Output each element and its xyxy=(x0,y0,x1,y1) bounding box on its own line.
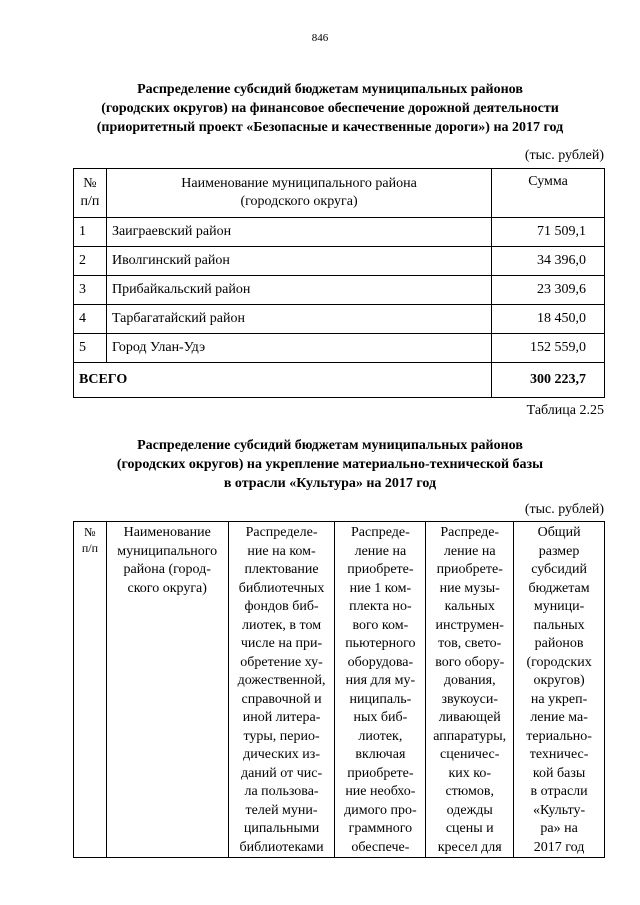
table1-units: (тыс. рублей) xyxy=(524,148,604,163)
header-line: ние 1 ком- xyxy=(349,580,412,596)
header-line: ра» на xyxy=(540,821,578,836)
header-line: Общий xyxy=(537,525,581,540)
header-line: обретение ху- xyxy=(240,654,323,670)
table-row xyxy=(74,305,605,334)
header-line: туры, перио- xyxy=(243,728,320,744)
header-line: приобрете- xyxy=(347,765,414,781)
header-line: включая xyxy=(355,747,406,762)
row-name: Заиграевский район xyxy=(106,218,491,247)
header-line: сценичес- xyxy=(440,747,500,762)
header-number: № п/п xyxy=(74,169,107,218)
row-number: 1 xyxy=(74,218,107,247)
table2-title-line: в отрасли «Культура» на 2017 год xyxy=(223,476,437,491)
header-line: ление на xyxy=(354,543,407,559)
row-amount: 34 396,0 xyxy=(492,247,605,276)
page-number: 846 xyxy=(311,32,329,44)
header-line: округов) xyxy=(533,673,585,688)
header-line: муници- xyxy=(533,599,585,614)
table2-title-line: Распределение субсидий бюджетам муниципальных районов xyxy=(137,438,523,453)
table2-label: Таблица 2.25 xyxy=(526,403,604,418)
row-name: Тарбагатайский район xyxy=(106,305,491,334)
header-line: ского округа) xyxy=(127,580,207,596)
header-line: оборудова- xyxy=(347,654,414,670)
header-line: кальных xyxy=(444,599,495,614)
table1-title-line: (городских округов) на финансовое обеспечение дорожной деятельности xyxy=(101,101,559,116)
header-line: ния для му- xyxy=(345,673,416,688)
table1-title-line: (приоритетный проект «Безопасные и качественные дороги») на 2017 год xyxy=(96,120,564,135)
table1-title xyxy=(60,80,600,137)
header-line: иной литера- xyxy=(242,710,321,725)
header-line: граммного xyxy=(348,821,413,836)
total-amount: 300 223,7 xyxy=(492,363,605,398)
header-line: приобрете- xyxy=(347,562,414,577)
table1-header-row xyxy=(74,169,605,218)
header-line: ление ма- xyxy=(530,710,588,725)
header-name: Наименование муниципального района (городского округа) xyxy=(106,169,491,218)
table-row xyxy=(74,276,605,305)
table1-total-row xyxy=(74,363,605,398)
header-line: бюджетам xyxy=(528,580,590,596)
row-name: Прибайкальский район xyxy=(106,276,491,305)
header-line: в отрасли xyxy=(530,784,588,799)
header-line: ние необхо- xyxy=(345,784,416,799)
row-number: 4 xyxy=(74,305,107,334)
table-row xyxy=(74,218,605,247)
header-musical-instruments xyxy=(426,522,514,858)
header-line: справочной и xyxy=(241,691,322,707)
header-line: числе на при- xyxy=(240,636,323,651)
header-line: плекта но- xyxy=(349,599,412,614)
header-line: Наименование xyxy=(123,525,211,540)
header-line: вого ком- xyxy=(352,617,409,633)
row-amount: 71 509,1 xyxy=(492,218,605,247)
header-line: 2017 год xyxy=(533,839,585,855)
header-line: тов, свето- xyxy=(438,636,502,651)
header-line: пальных xyxy=(533,617,585,633)
header-line: ливающей xyxy=(438,710,501,725)
row-name: Город Улан-Удэ xyxy=(106,334,491,363)
header-sum: Сумма xyxy=(492,169,605,218)
header-line: (городских xyxy=(526,654,592,670)
header-line: ниципаль- xyxy=(349,691,412,707)
header-line: ление на xyxy=(443,543,496,559)
header-line: библиотеками xyxy=(239,839,324,855)
row-amount: 152 559,0 xyxy=(492,334,605,363)
table2-title xyxy=(60,436,600,493)
header-line: ных биб- xyxy=(353,710,408,725)
row-amount: 23 309,6 xyxy=(492,276,605,305)
header-line: «Культу- xyxy=(533,802,586,818)
header-line: сцены и xyxy=(445,821,494,836)
header-line: инструмен- xyxy=(435,617,504,633)
header-line: дических из- xyxy=(243,747,320,762)
header-line: плектование xyxy=(244,562,319,577)
header-line: даний от чис- xyxy=(240,765,323,781)
row-amount: 18 450,0 xyxy=(492,305,605,334)
table-row xyxy=(74,334,605,363)
header-library-funds xyxy=(228,522,335,858)
header-line: приобрете- xyxy=(436,562,503,577)
row-number: 3 xyxy=(74,276,107,305)
header-line: пьютерного xyxy=(345,636,416,651)
header-line: обеспече- xyxy=(351,839,410,855)
header-line: техничес- xyxy=(529,747,589,762)
header-line: кресел для xyxy=(437,839,502,855)
header-district-name xyxy=(106,522,228,858)
header-line: фондов биб- xyxy=(244,599,319,614)
header-line: териально- xyxy=(526,728,592,744)
header-line: ципальными xyxy=(243,821,320,836)
header-line: дования, xyxy=(443,673,496,688)
row-name: Иволгинский район xyxy=(106,247,491,276)
header-line: лиотек, xyxy=(358,728,403,744)
table2-units: (тыс. рублей) xyxy=(524,502,604,517)
table2 xyxy=(73,521,605,858)
header-line: библиотечных xyxy=(238,580,325,596)
header-line: лиотек, в том xyxy=(242,617,322,633)
header-line: вого обору- xyxy=(435,654,505,670)
header-line: ние музы- xyxy=(439,580,500,596)
header-number: № п/п xyxy=(74,522,107,858)
row-number: 2 xyxy=(74,247,107,276)
header-line: стюмов, xyxy=(445,784,495,799)
header-line: районов xyxy=(534,636,584,651)
header-line: ла пользова- xyxy=(244,784,319,799)
header-total-subsidy xyxy=(514,522,605,858)
header-line: на укреп- xyxy=(530,691,588,707)
header-line: муниципального xyxy=(117,543,218,559)
table1 xyxy=(73,168,605,398)
header-line: Распреде- xyxy=(351,525,410,540)
table2-title-line: (городских округов) на укрепление материально-технической базы xyxy=(116,457,544,472)
header-line: ние на ком- xyxy=(247,543,316,559)
table-row xyxy=(74,247,605,276)
row-number: 5 xyxy=(74,334,107,363)
header-line: ких ко- xyxy=(448,765,491,781)
header-line: звукоуси- xyxy=(441,691,499,707)
header-line: субсидий xyxy=(531,562,587,577)
header-computer-equipment xyxy=(335,522,426,858)
header-line: телей муни- xyxy=(245,802,318,818)
header-line: дожественной, xyxy=(237,673,326,688)
total-label: ВСЕГО xyxy=(74,363,492,398)
header-line: одежды xyxy=(446,802,493,818)
header-line: района (город- xyxy=(123,562,211,577)
table2-header-row xyxy=(74,522,605,858)
header-line: Распределе- xyxy=(245,525,318,540)
header-line: димого про- xyxy=(344,802,417,818)
table1-title-line: Распределение субсидий бюджетам муниципальных районов xyxy=(137,82,523,97)
header-line: аппаратуры, xyxy=(433,728,507,744)
header-line: размер xyxy=(538,543,580,559)
header-line: Распреде- xyxy=(440,525,500,540)
header-line: кой базы xyxy=(532,765,586,781)
